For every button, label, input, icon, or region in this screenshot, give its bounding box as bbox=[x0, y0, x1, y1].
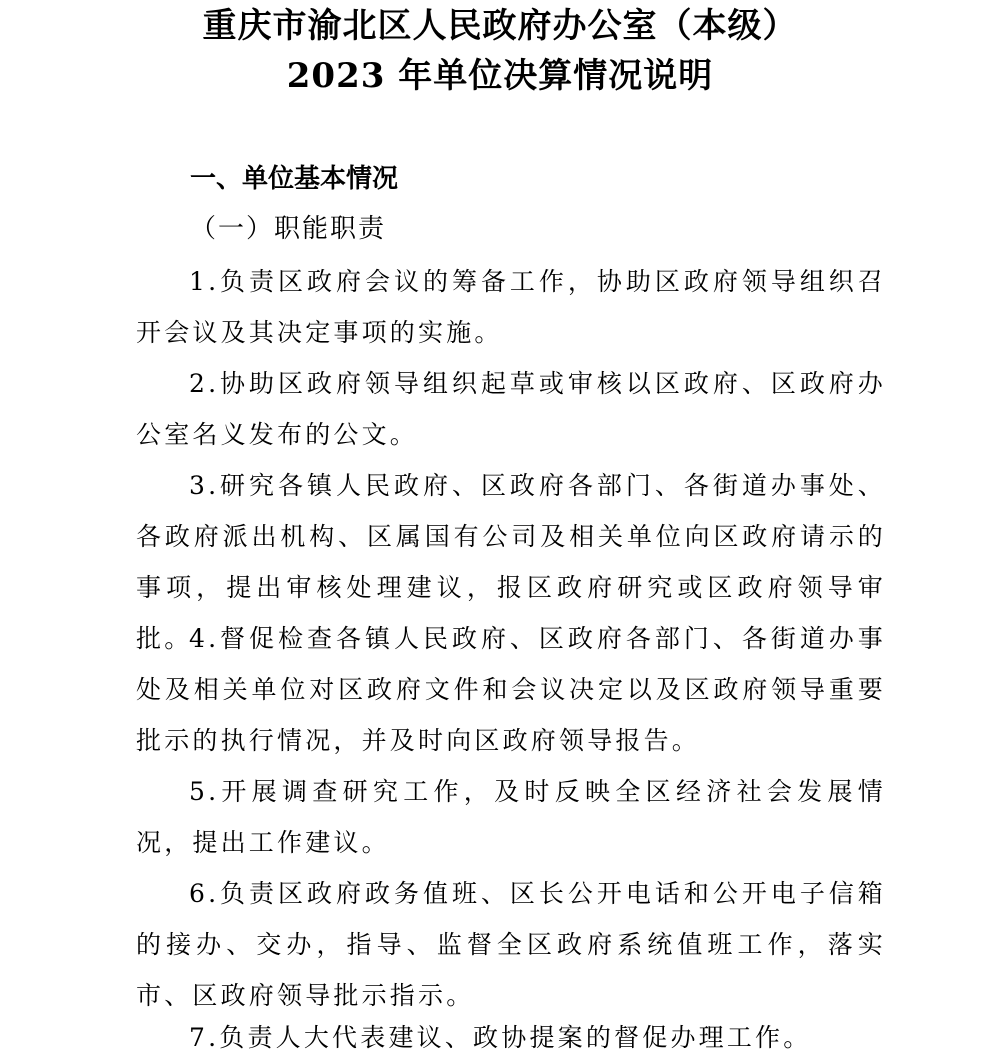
paragraph-duty-4: 4.督促检查各镇人民政府、区政府各部门、各街道办事处及相关单位对区政府文件和会议决定以及区政府领导重要批示的执行情况，并及时向区政府领导报告。 bbox=[136, 624, 886, 755]
paragraph-duty-6: 6.负责区政府政务值班、区长公开电话和公开电子信箱的接办、交办，指导、监督全区政府系统值班工作，落实市、区政府领导批示指示。 bbox=[136, 879, 886, 1010]
paragraph-duty-2: 2.协助区政府领导组织起草或审核以区政府、区政府办公室名义发布的公文。 bbox=[136, 369, 886, 449]
paragraph-duty-1: 1.负责区政府会议的筹备工作，协助区政府领导组织召开会议及其决定事项的实施。 bbox=[136, 267, 886, 347]
paragraph-duty-5: 5.开展调查研究工作，及时反映全区经济社会发展情况，提出工作建议。 bbox=[136, 777, 886, 857]
document-title-line2: 2023 年单位决算情况说明 bbox=[286, 56, 714, 96]
section-heading: 一、单位基本情况 bbox=[190, 164, 399, 194]
paragraph-duty-7: 7.负责人大代表建议、政协提案的督促办理工作。 bbox=[189, 1023, 812, 1052]
document-title-line1: 重庆市渝北区人民政府办公室（本级） bbox=[202, 6, 798, 46]
subsection-heading: （一）职能职责 bbox=[190, 214, 387, 244]
paragraph-duty-3: 3.研究各镇人民政府、区政府各部门、各街道办事处、各政府派出机构、区属国有公司及相关单位向区政府请示的事项，提出审核处理建议，报区政府研究或区政府领导审批。 bbox=[136, 471, 886, 653]
